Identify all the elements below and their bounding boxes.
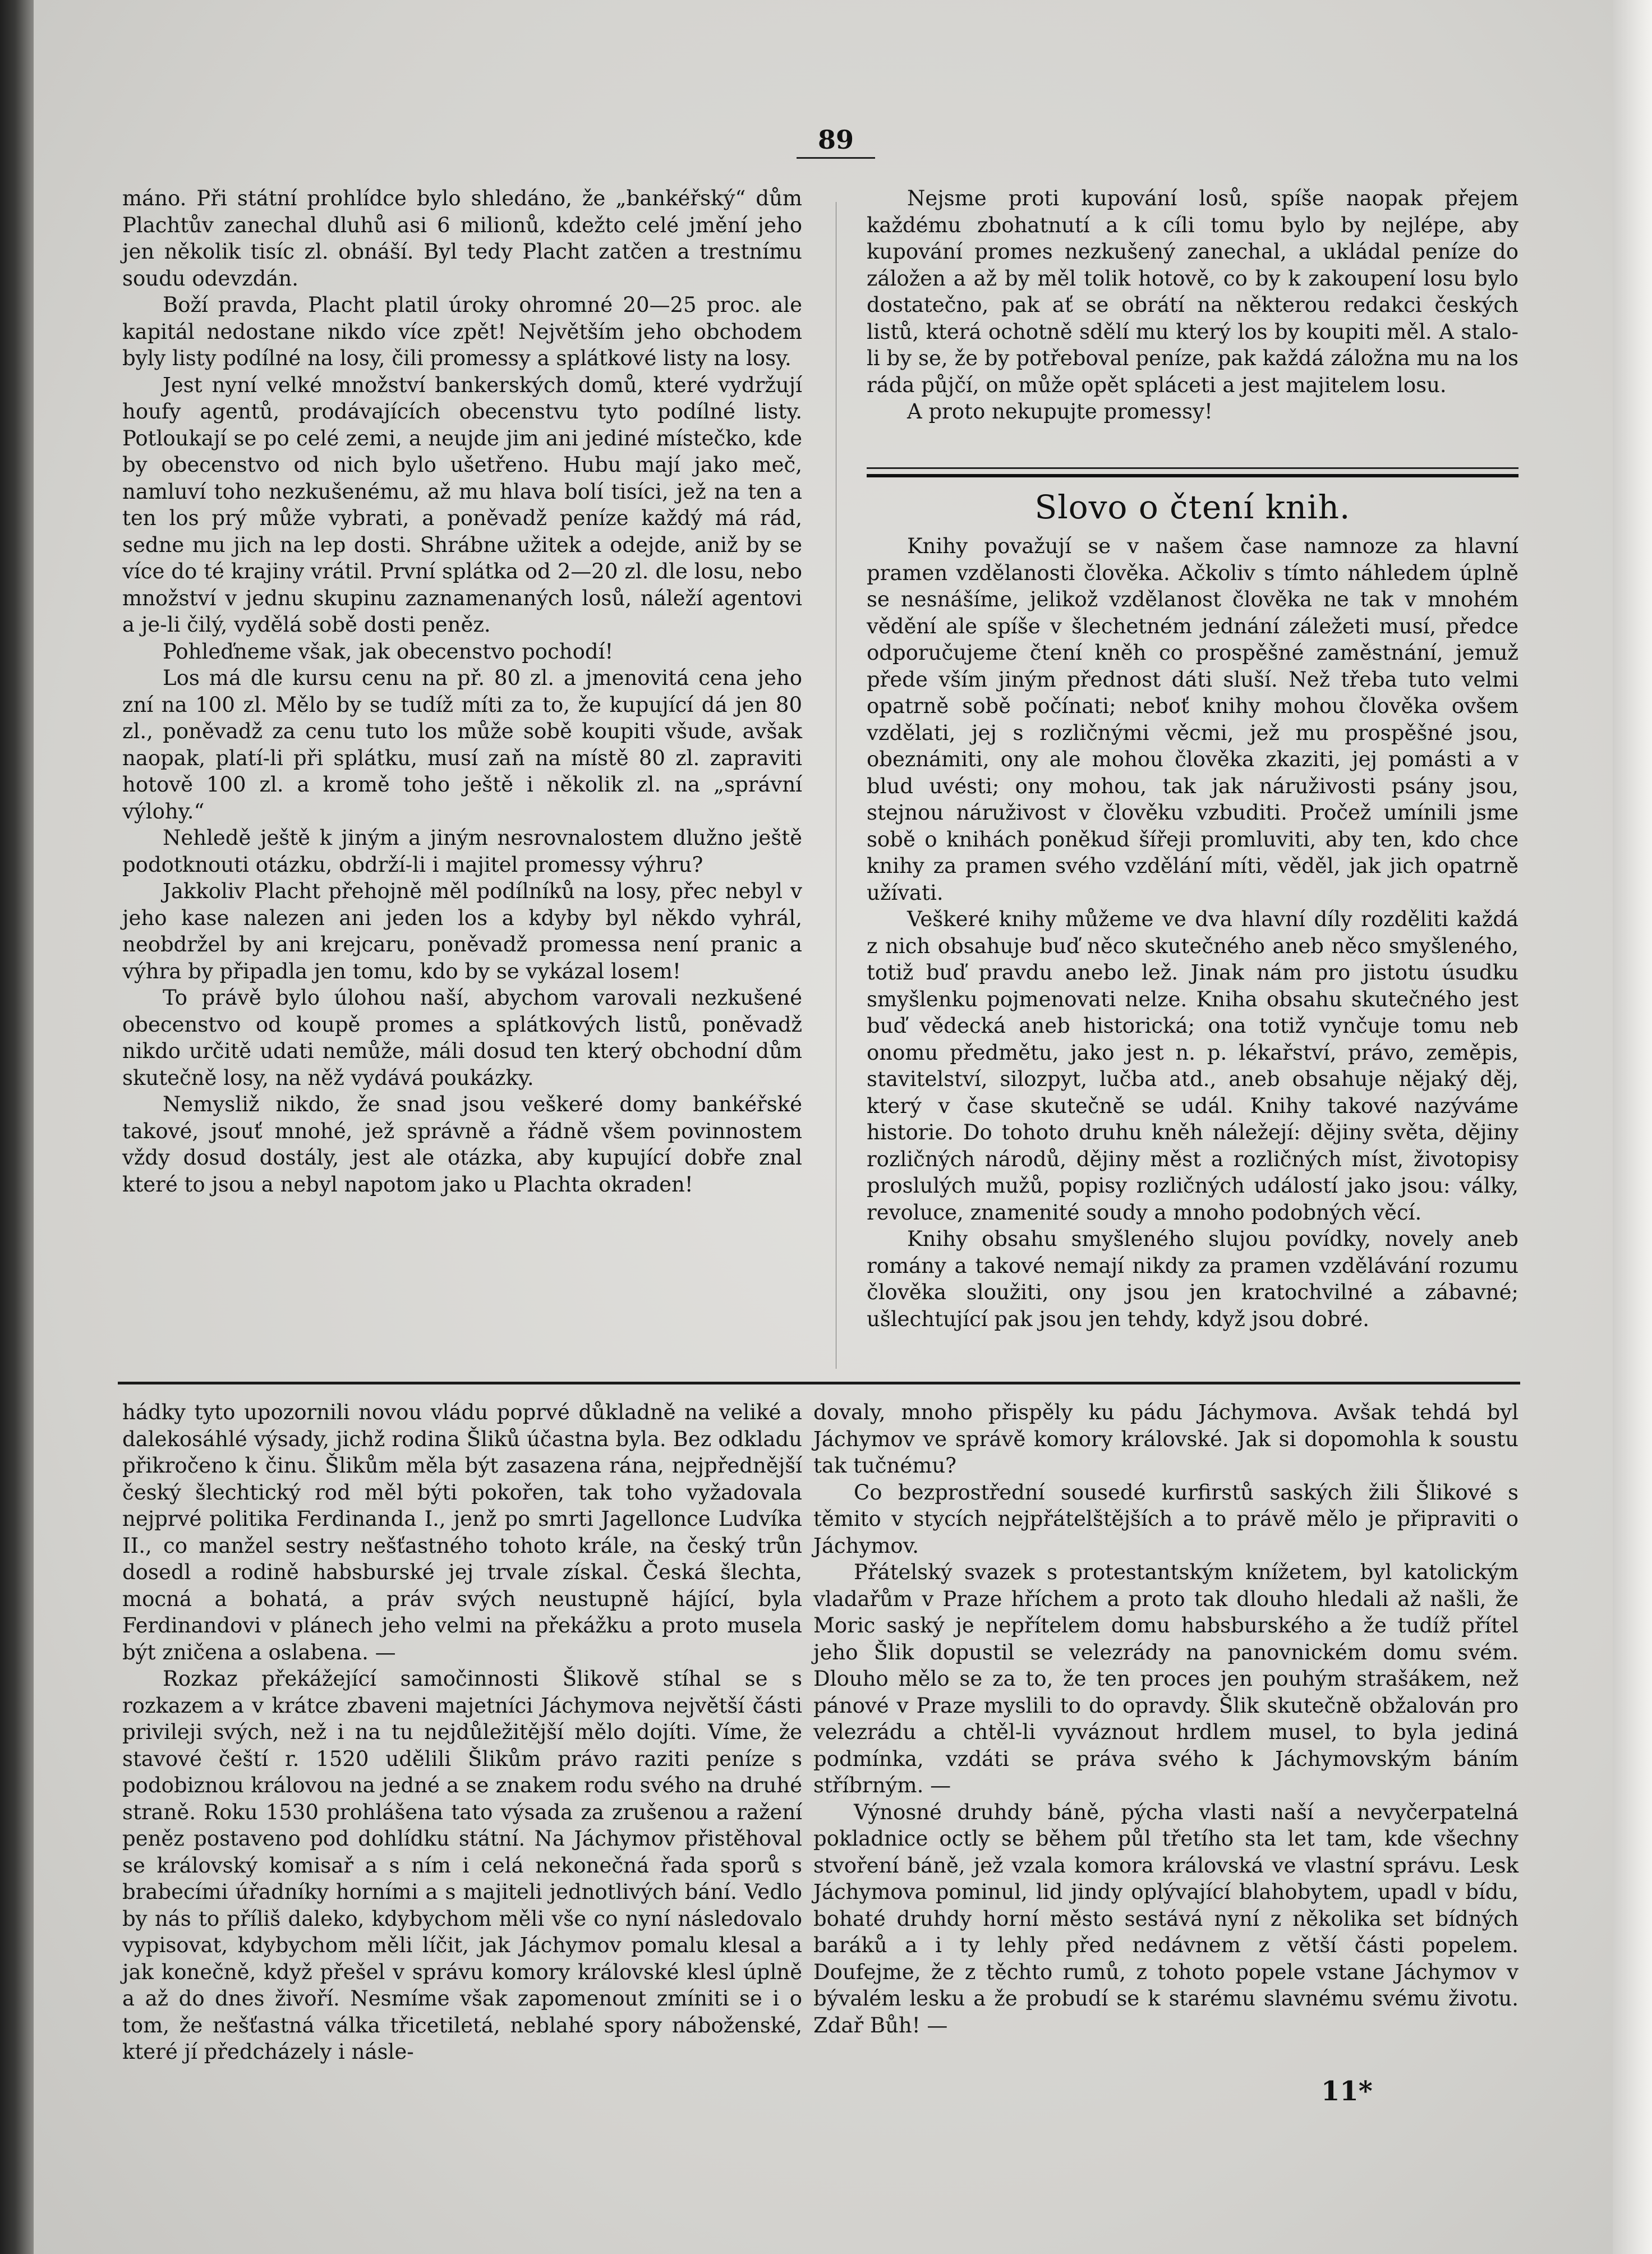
page-number: 89 — [797, 125, 875, 159]
signature-mark: 11* — [1321, 2076, 1373, 2107]
paragraph: Los má dle kursu cenu na př. 80 zl. a jmenovitá cena jeho zní na 100 zl. Mělo by se tudíž míti za to, že kupující dá jen 80 zl., poněvadž za cenu tuto los může sobě koupiti všude, avšak naopak, platí-li při splátku, musí zaň na místě 80 zl. zapraviti hotově 100 zl. a kromě toho ještě i několik zl. na „správní výlohy.“ — [122, 666, 802, 824]
paragraph: dovaly, mnoho přispěly ku pádu Jáchymova. Avšak tehdá byl Jáchymov ve správě komory královské. Jak si dopomohla k soustu tak tučnému? — [813, 1400, 1518, 1478]
paragraph: Knihy považují se v našem čase namnoze za hlavní pramen vzdělanosti člověka. Ačkoliv s tímto náhledem úplně se nesnášíme, jelikož vzdělanost člověka ne tak v mnohém vědění ale spíše v šlechetném jednání záležeti musí, předce odporučujeme čtení kněh co prospěšné zaměstnání, jemuž přede vším jiným přednost dáti sluší. Než třeba tuto velmi opatrně sobě počínati; neboť knihy mohou člověka ovšem vzdělati, jej s rozličnými věcmi, jež mu prospěšné jsou, obeznámiti, ony ale mohou člověka zkaziti, jej pomásti a v blud uvésti; ony mohou, tak jak náruživosti psány jsou, stejnou náruživost v člověku vzbuditi. Pročež umínili jsme sobě o knihách poněkud šířeji promluviti, aby ten, kdo chce knihy za pramen svého vzdělání míti, věděl, jak jich opatrně užívati. — [867, 534, 1518, 905]
paragraph: Pohleďneme však, jak obecenstvo pochodí! — [163, 639, 614, 664]
paragraph: Boží pravda, Placht platil úroky ohromné 20—25 proc. ale kapitál nedostane nikdo více zpět! Největším jeho obchodem byly listy podílné na losy, čili promessy a splátkové listy na losy. — [122, 293, 802, 370]
paragraph: máno. Při státní prohlídce bylo shledáno, že „bankéřský“ dům Plachtův zanechal dluhů asi 6 milionů, kdežto celé jmění jeho jen několik tisíc zl. obnáší. Byl tedy Placht zatčen a trestnímu soudu odevzdán. — [122, 186, 802, 291]
paragraph: Jest nyní velké množství bankerských domů, které vydržují houfy agentů, prodávajících obecenstvu tyto podílné listy. Potloukají se po celé zemi, a neujde jim ani jediné místečko, kde by obecenstvo od nich bylo ušetřeno. Hubu mají jako meč, namluví toho nezkušenému, až mu hlava bolí tisíci, jež na ten a ten los prý může vybrati, a poněvadž peníze každý má rád, sedne mu jich na lep dosti. Shrábne užitek a odejde, aniž by se více do té krajiny vrátil. První splátka od 2—20 zl. dle losu, nebo množství v jednu skupinu zaznamenaných losů, náleží agentovi a je-li čilý, vydělá sobě dosti peněz. — [122, 372, 802, 637]
paragraph: To právě bylo úlohou naší, abychom varovali nezkušené obecenstvo od koupě promes a splátkových listů, poněvadž nikdo určitě udati nemůže, máli dosud ten který obchodní dům skutečně losy, na něž vydává poukázky. — [122, 986, 802, 1090]
scan-edge-left — [0, 0, 34, 2254]
paragraph: Výnosné druhdy báně, pýcha vlasti naší a nevyčerpatelná pokladnice octly se během půl třetího sta let tam, kde všechny stvoření báně, jež vzala komora královská ve vlastní správu. Lesk Jáchymova pominul, lid jindy oplývající blahobytem, upadl v bídu, bohaté druhdy horní město sestává nyní z několika set bídných baráků a i ty lehly před nedávnem z větší části popelem. Doufejme, že z těchto rumů, z tohoto popele vstane Jáchymov v bývalém lesku a že probudí se k starému slavnému svému životu. Zdař Bůh! — — [813, 1800, 1518, 2037]
paragraph: Nemysliž nikdo, že snad jsou veškeré domy bankéřské takové, jsouť mnohé, jež správně a řádně všem povinnostem vždy dosud dostály, jest ale otázka, aby kupující dobře znal které to jsou a nebyl napotom jako u Plachta okraden! — [122, 1092, 802, 1197]
paragraph: Veškeré knihy můžeme ve dva hlavní díly rozděliti každá z nich obsahuje buď něco skutečného aneb něco smyšleného, totiž buď pravdu anebo lež. Jinak nám pro jistotu úsudku smyšlenku pojmenovati nelze. Kniha obsahu skutečného jest buď vědecká aneb historická; ona totiž vynčuje tomu neb onomu předmětu, jako jest n. p. lékařství, právo, zeměpis, stavitelství, silozpyt, lučba atd., aneb obsahuje nějaký děj, který v čase skutečně se udál. Knihy takové nazýváme historie. Do tohoto druhu kněh náležejí: dějiny světa, dějiny rozličných národů, dějiny měst a rozličných míst, životopisy proslulých mužů, popisy rozličných událostí jako jsou: války, revoluce, znamenité soudy a mnoho podobných věcí. — [867, 907, 1518, 1225]
paragraph: Knihy obsahu smyšleného slujou povídky, novely aneb romány a takové nemají nikdy za pramen vzdělávání rozumu člověka sloužiti, ony jsou jen kratochvilné a zábavné; ušlechtující pak jsou jen tehdy, když jsou dobré. — [867, 1227, 1518, 1331]
section-heading: Slovo o čtení knih. — [1034, 488, 1351, 526]
scan-edge-right — [1613, 0, 1652, 2254]
paragraph: Nejsme proti kupování losů, spíše naopak přejem každému zbohatnutí a k cíli tomu bylo by nejlépe, aby kupování promes nezkušený zanechal, a ukládal peníze do záložen a až by měl tolik hotově, co by k zakoupení losu bylo dostatečno, pak ať se obrátí na některou redakci českých listů, která ochotně sdělí mu který los by koupiti měl. A stalo-li by se, že by potřeboval peníze, pak každá záložna mu na los ráda půjčí, on může opět spláceti a jest majitelem losu. — [867, 186, 1518, 397]
paragraph: Přátelský svazek s protestantským knížetem, byl katolickým vladařům v Praze hříchem a proto tak dlouho hledali až našli, že Moric saský je nepřítelem domu habsburského a že tudíž přítel jeho Šlik dopustil se velezrády na panovnickém domu svém. Dlouho mělo se za to, že ten proces jen pouhým strašákem, než pánové v Praze myslili to do opravdy. Šlik skutečně obžalován pro velezrádu a chtěl-li vyváznout hrdlem musel, to byla jediná podmínka, vzdáti se práva svého k Jáchymovským báním stříbrným. — — [813, 1560, 1518, 1797]
paragraph: Jakkoliv Placht přehojně měl podílníků na losy, přec nebyl v jeho kase nalezen ani jeden los a kdyby byl někdo vyhrál, neobdržel by ani krejcaru, poněvadž promessa není pranic a výhra by připadla jen tomu, kdo by se vykázal losem! — [122, 879, 802, 983]
paragraph: hádky tyto upozornili novou vládu poprvé důkladně na veliké a dalekosáhlé výsady, jichž rodina Šliků účastna byla. Bez odkladu přikročeno k činu. Šlikům měla být zasazena rána, nejpřednější český šlechtický rod měl býti pokořen, tak toho vyžadovala nejprvé politika Ferdinanda I., jenž po smrti Jagellonce Ludvíka II., co manžel sestry nešťastného tohoto krále, na český trůn dosedl a rodině habsburské jej trvale získal. Česká šlechta, mocná a bohatá, a práv svých neustupně hájící, byla Ferdinandovi v plánech jeho velmi na překážku a proto musela být zničena a oslabena. — — [122, 1400, 802, 1664]
article-promessy-conclusion — [867, 185, 1518, 425]
article-jachymov-right — [813, 1399, 1518, 2039]
paragraph: A proto nekupujte promessy! — [907, 399, 1213, 424]
article-promessy-continued — [122, 185, 802, 1198]
paragraph: Rozkaz překážející samočinnosti Šlikově stíhal se s rozkazem a v krátce zbaveni majetníci Jáchymova největší části privileji svých, než i na tu nejdůležitější mělo dojíti. Víme, že stavové čeští r. 1520 udělili Šlikům právo raziti peníze s podobiznou královou na jedné a se znakem rodu svého na druhé straně. Roku 1530 prohlášena tato výsada za zrušenou a ražení peněz postaveno pod dohlídku státní. Na Jáchymov přistěhoval se královský komisař a s ním i celá nekonečná řada sporů s brabecími úřadníky horními a s majiteli jednotlivých bání. Vedlo by nás to příliš daleko, kdybychom měli vše co nyní následovalo vypisovat, kdybychom měli líčit, jak Jáchymov pomalu klesal a jak konečně, když přešel v správu komory královské klesl úplně a až do dnes živoří. Nesmíme však zapomenout zmíniti se i o tom, že nešťastná válka třicetiletá, neblahé spory náboženské, které jí předcházely i násle- — [122, 1667, 802, 2064]
horizontal-separator — [118, 1382, 1520, 1384]
paragraph: Co bezprostřední sousedé kurfirstů saských žili Šlikové s těmito v stycích nejpřátelštějších a to právě mělo je připraviti o Jáchymov. — [813, 1480, 1518, 1558]
paragraph: Nehledě ještě k jiným a jiným nesrovnalostem dlužno ještě podotknouti otázku, obdrží-li i majitel promessy výhru? — [122, 826, 802, 877]
article-jachymov-left — [122, 1399, 802, 2066]
section-separator-rule — [867, 467, 1518, 477]
article-reading-books — [867, 533, 1518, 1332]
